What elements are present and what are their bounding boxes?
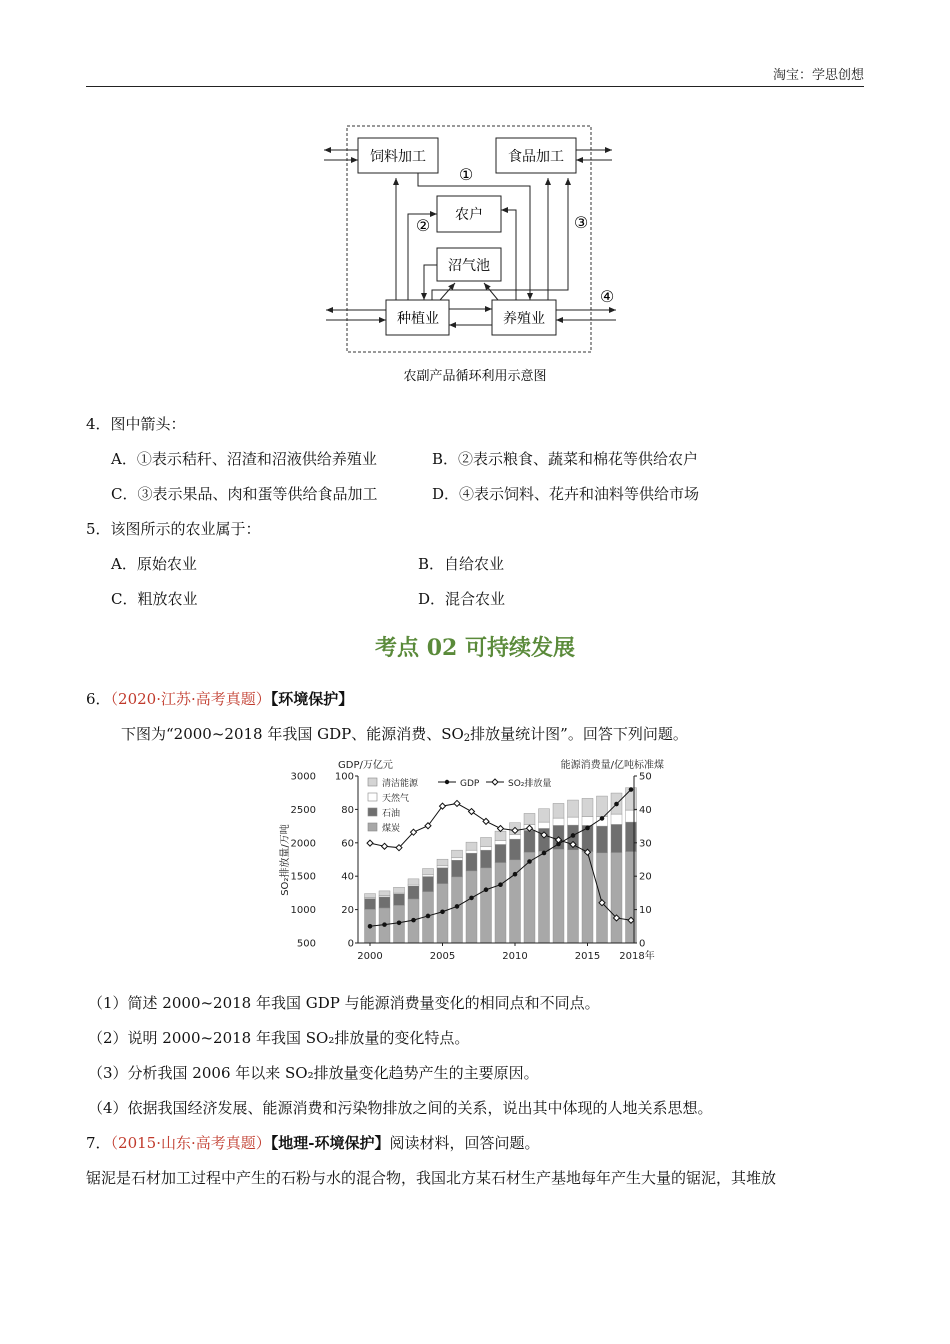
legend-swatch-煤炭 <box>368 823 377 831</box>
gdp-point-2000 <box>368 924 373 929</box>
bar-天然气-2005 <box>437 866 448 868</box>
diagram-caption: 农副产品循环利用示意图 <box>403 369 547 384</box>
bar-煤炭-2011 <box>524 852 535 943</box>
so2-tick-label-3000: 3000 <box>290 771 316 783</box>
legend-label-煤炭: 煤炭 <box>382 824 401 834</box>
q5-stem: 5．该图所示的农业属于： <box>86 520 261 538</box>
q6-sub-4: （4）依据我国经济发展、能源消费和污染物排放之间的关系，说出其中体现的人地关系思想。 <box>88 1099 713 1117</box>
bar-石油-2006 <box>452 860 463 877</box>
energy-tick-label-40: 40 <box>639 804 652 816</box>
energy-axis-label: 能源消费量/亿吨标准煤 <box>560 760 664 771</box>
bar-天然气-2010 <box>510 834 521 839</box>
bar-清洁能源-2003 <box>408 879 419 884</box>
header-rule <box>86 86 864 87</box>
gdp-point-2007 <box>469 896 474 901</box>
bar-天然气-2003 <box>408 884 419 886</box>
bar-天然气-2014 <box>568 817 579 825</box>
bar-石油-2008 <box>481 850 492 868</box>
label-feed: 饲料加工 <box>370 149 426 165</box>
legend-label-清洁能源: 清洁能源 <box>382 779 419 789</box>
label-crop: 种植业 <box>397 311 439 327</box>
cycle-diagram <box>320 122 630 392</box>
q6-source: （2020·江苏·高考真题） <box>110 690 271 708</box>
energy-tick-label-20: 20 <box>639 871 652 883</box>
gdp-point-2011 <box>527 859 532 864</box>
bar-清洁能源-2004 <box>423 869 434 875</box>
bar-煤炭-2008 <box>481 868 492 943</box>
q6-intro-a: 下图为“2000~2018 年我国 GDP、能源消费、SO <box>121 725 464 743</box>
bar-天然气-2001 <box>379 896 390 897</box>
bar-煤炭-2009 <box>495 863 506 943</box>
bar-天然气-2007 <box>466 850 477 853</box>
so2-point-2007 <box>469 809 475 815</box>
legend-label-天然气: 天然气 <box>382 794 410 804</box>
gdp-point-2012 <box>542 851 547 856</box>
gdp-energy-so2-chart <box>276 752 676 970</box>
x-tick-label-2010: 2010 <box>502 951 528 962</box>
gdp-point-2015 <box>585 826 590 831</box>
bar-煤炭-2013 <box>553 849 564 943</box>
q6-sub-2: （2）说明 2000~2018 年我国 SO₂排放量的变化特点。 <box>88 1029 470 1047</box>
bar-清洁能源-2014 <box>568 800 579 817</box>
gdp-point-2018 <box>629 787 634 792</box>
legend-gdp-dot <box>445 780 449 784</box>
bar-天然气-2006 <box>452 858 463 860</box>
q4-option-d: D．④表示饲料、花卉和油料等供给市场 <box>432 485 700 503</box>
so2-tick-label-500: 500 <box>296 938 316 950</box>
bar-清洁能源-2000 <box>365 894 376 898</box>
energy-bars <box>365 788 637 943</box>
label-livestock: 养殖业 <box>503 311 545 327</box>
bar-石油-2005 <box>437 868 448 884</box>
energy-tick-label-0: 0 <box>639 938 646 950</box>
bar-石油-2018 <box>626 822 637 851</box>
bar-煤炭-2012 <box>539 851 550 943</box>
legend-so2-diamond <box>492 779 498 785</box>
q6-number: 6． <box>86 690 111 708</box>
q4-option-b: B．②表示粮食、蔬菜和棉花等供给农户 <box>432 450 699 468</box>
legend-swatch-天然气 <box>368 793 377 801</box>
bar-天然气-2012 <box>539 822 550 828</box>
bar-清洁能源-2002 <box>394 887 405 892</box>
so2-axis-label: SO₂排放量/万吨 <box>280 824 291 896</box>
bar-天然气-2015 <box>582 817 593 826</box>
bar-石油-2010 <box>510 839 521 860</box>
label-farmer: 农户 <box>455 207 483 223</box>
bar-天然气-2017 <box>611 814 622 824</box>
x-tick-label-2005: 2005 <box>429 951 456 962</box>
gdp-point-2017 <box>614 802 619 807</box>
gdp-axis-label: GDP/万亿元 <box>338 760 393 771</box>
bar-煤炭-2014 <box>568 850 579 943</box>
section-title: 考点 02 可持续发展 <box>375 635 575 661</box>
bar-石油-2003 <box>408 886 419 899</box>
bar-清洁能源-2016 <box>597 796 608 817</box>
bar-天然气-2004 <box>423 875 434 877</box>
bar-清洁能源-2006 <box>452 850 463 858</box>
q5-option-d: D．混合农业 <box>418 590 506 608</box>
q7-number: 7． <box>86 1134 111 1152</box>
q5-option-b: B．自给农业 <box>418 555 505 573</box>
q6-intro <box>121 723 688 744</box>
q6-intro-b: 排放量统计图”。回答下列问题。 <box>470 725 688 743</box>
marker-1: ① <box>458 165 474 184</box>
gdp-tick-label-20: 20 <box>341 905 354 917</box>
bar-煤炭-2006 <box>452 877 463 943</box>
q7-heading <box>86 1132 540 1153</box>
gdp-point-2004 <box>426 914 431 919</box>
legend-label-石油: 石油 <box>382 809 401 819</box>
gdp-tick-label-100: 100 <box>334 771 354 783</box>
label-biogas: 沼气池 <box>448 258 490 274</box>
bar-石油-2007 <box>466 853 477 871</box>
q5-option-c: C．粗放农业 <box>111 590 198 608</box>
gdp-point-2008 <box>484 887 489 892</box>
q5-option-a: A．原始农业 <box>111 555 197 573</box>
bar-清洁能源-2013 <box>553 803 564 818</box>
legend-swatch-石油 <box>368 808 377 816</box>
gdp-tick-label-80: 80 <box>341 804 354 816</box>
q6-sub-1: （1）简述 2000~2018 年我国 GDP 与能源消费量变化的相同点和不同点。 <box>88 994 600 1012</box>
energy-tick-label-50: 50 <box>639 771 652 783</box>
label-food: 食品加工 <box>508 149 564 165</box>
marker-4: ④ <box>599 287 615 306</box>
so2-point-2008 <box>483 818 489 824</box>
bar-清洁能源-2015 <box>582 798 593 816</box>
legend-swatch-清洁能源 <box>368 778 377 786</box>
q6-heading <box>86 688 353 709</box>
x-tick-label-2000: 2000 <box>357 951 383 962</box>
bar-天然气-2009 <box>495 841 506 845</box>
legend-label-so2: SO₂排放量 <box>508 779 552 789</box>
gdp-point-2010 <box>513 872 518 877</box>
bar-清洁能源-2007 <box>466 842 477 850</box>
so2-tick-label-1500: 1500 <box>290 871 316 883</box>
bar-石油-2001 <box>379 897 390 908</box>
q7-tail: 阅读材料，回答问题。 <box>389 1134 540 1152</box>
bar-清洁能源-2005 <box>437 859 448 866</box>
gdp-point-2009 <box>498 882 503 887</box>
x-tick-label-2015: 2015 <box>574 951 601 962</box>
q4-stem: 4．图中箭头： <box>86 415 186 433</box>
gdp-point-2002 <box>397 920 402 925</box>
bar-石油-2011 <box>524 830 535 852</box>
bar-石油-2017 <box>611 824 622 852</box>
x-tick-label-2018: 2018年 <box>619 951 655 962</box>
energy-tick-label-30: 30 <box>639 838 652 850</box>
bar-天然气-2002 <box>394 892 405 893</box>
marker-3: ③ <box>573 213 589 232</box>
bar-清洁能源-2011 <box>524 813 535 824</box>
gdp-tick-label-60: 60 <box>341 838 354 850</box>
gdp-tick-label-40: 40 <box>341 871 354 883</box>
q4-option-c: C．③表示果品、肉和蛋等供给食品加工 <box>111 485 378 503</box>
legend-label-gdp: GDP <box>460 779 480 789</box>
q7-tag: 【地理-环境保护】 <box>270 1134 390 1152</box>
bar-天然气-2008 <box>481 847 492 850</box>
bar-煤炭-2007 <box>466 871 477 943</box>
so2-point-2006 <box>454 800 460 806</box>
so2-tick-label-2500: 2500 <box>290 804 316 816</box>
q7-source: （2015·山东·高考真题） <box>110 1134 271 1152</box>
so2-tick-label-1000: 1000 <box>290 905 316 917</box>
gdp-point-2005 <box>440 909 445 914</box>
bar-煤炭-2017 <box>611 852 622 943</box>
bar-石油-2016 <box>597 826 608 853</box>
bar-石油-2000 <box>365 899 376 910</box>
bar-煤炭-2018 <box>626 851 637 943</box>
gdp-point-2006 <box>455 904 460 909</box>
bar-石油-2009 <box>495 844 506 862</box>
q6-intro-sub: 2 <box>463 733 471 744</box>
q7-body: 锯泥是石材加工过程中产生的石粉与水的混合物，我国北方某石材生产基地每年产生大量的锯泥，其堆放 <box>86 1169 777 1187</box>
bar-天然气-2013 <box>553 818 564 825</box>
gdp-point-2003 <box>411 918 416 923</box>
bar-石油-2002 <box>394 894 405 906</box>
bar-石油-2004 <box>423 877 434 892</box>
gdp-tick-label-0: 0 <box>347 938 354 950</box>
q4-option-a: A．①表示秸秆、沼渣和沼液供给养殖业 <box>111 450 377 468</box>
bar-清洁能源-2008 <box>481 837 492 846</box>
energy-tick-label-10: 10 <box>639 905 652 917</box>
so2-tick-label-2000: 2000 <box>290 838 316 850</box>
header-text: 淘宝：学思创想 <box>772 68 864 83</box>
gdp-point-2014 <box>571 833 576 838</box>
bar-清洁能源-2009 <box>495 831 506 841</box>
q6-tag: 【环境保护】 <box>270 690 354 708</box>
q6-sub-3: （3）分析我国 2006 年以来 SO₂排放量变化趋势产生的主要原因。 <box>88 1064 539 1082</box>
bar-天然气-2018 <box>626 810 637 822</box>
bar-清洁能源-2012 <box>539 809 550 822</box>
marker-2: ② <box>415 216 431 235</box>
gdp-point-2001 <box>382 922 387 927</box>
gdp-point-2016 <box>600 816 605 821</box>
so2-point-2000 <box>367 840 373 846</box>
bar-煤炭-2016 <box>597 853 608 943</box>
bar-清洁能源-2001 <box>379 891 390 896</box>
so2-point-2001 <box>382 843 388 849</box>
so2-point-2009 <box>498 826 504 832</box>
